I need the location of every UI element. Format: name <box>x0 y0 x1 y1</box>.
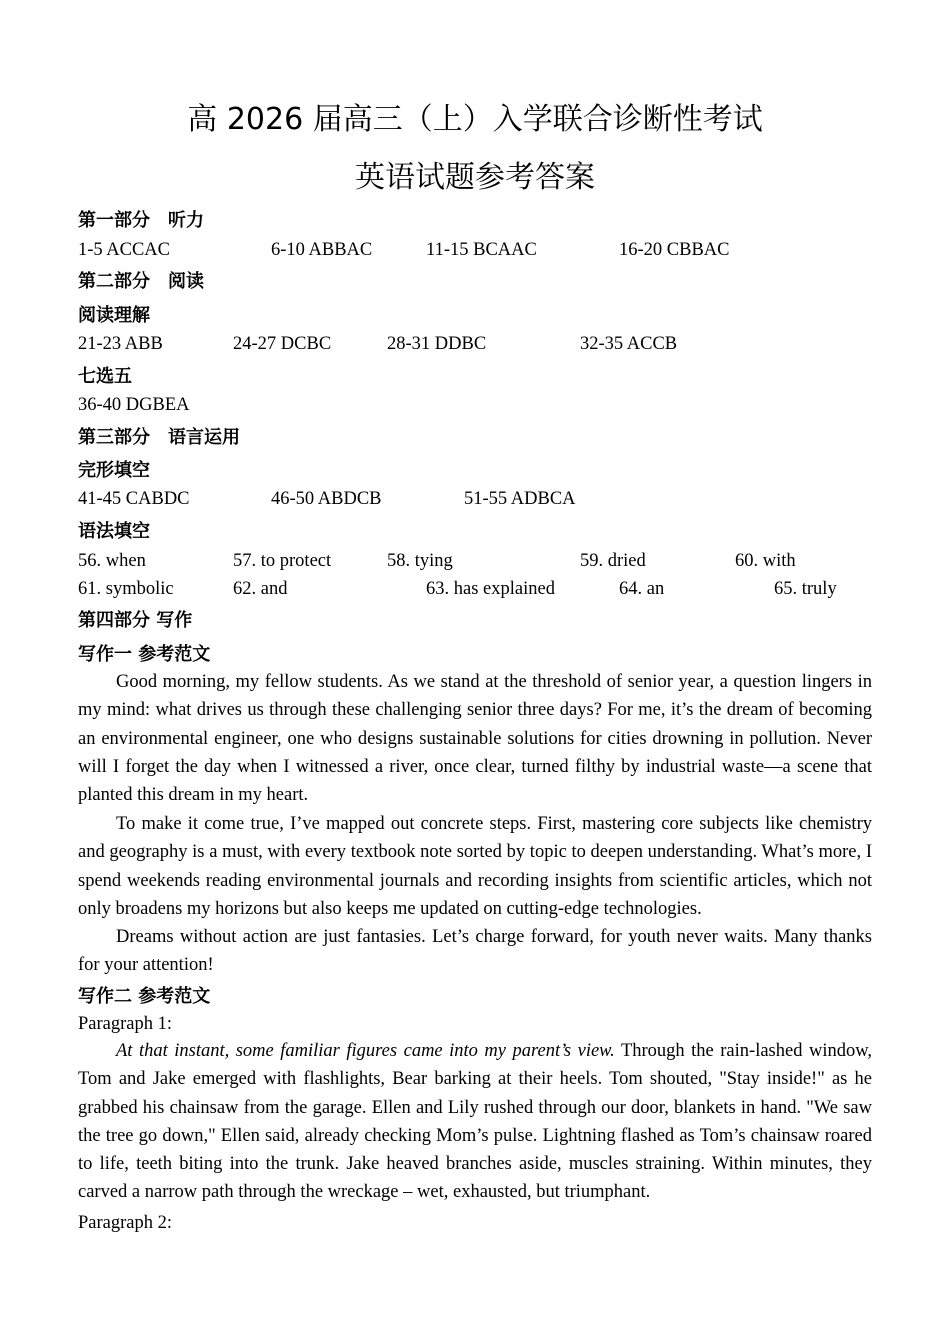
paragraph1-body: Through the rain-lashed window, Tom and Jake emerged with flashlights, Bear barking at their heels. Tom shouted, "Stay inside!" as he grabbed his chainsaw from the garage. Ellen and Lily rushed through our door, blankets in hand. "We saw the tree go down," Ellen said, already checking Mom’s pulse. Lightning flashed as Tom’s chainsaw roared to life, teeth biting into the trunk. Jake heaved branches aside, muscles straining. Within minutes, they carved a narrow path through the wreckage – wet, exhausted, but triumphant. <box>78 1041 872 1203</box>
page-title: 高 2026 届高三（上）入学联合诊断性考试 <box>187 102 763 137</box>
answer-group: 46-50 ABDCB <box>271 489 382 509</box>
writing1-paragraph-2: To make it come true, I’ve mapped out concrete steps. First, mastering core subjects like chemistry and geography is a must, with every textbook note sorted by topic to deepen understanding. What’s more, I spend weekends reading environmental journals and recording insights from scientific articles, which not only broadens my horizons but also keeps me updated on cutting-edge technologies. <box>78 814 872 919</box>
part1-heading: 第一部分 听力 <box>78 210 204 231</box>
part2-heading: 第二部分 阅读 <box>78 271 204 292</box>
grammar-answer: 60. with <box>735 551 796 571</box>
answer-group: 36-40 DGBEA <box>78 395 190 415</box>
part1-answers <box>78 238 872 262</box>
seven-five-answers <box>78 393 872 417</box>
answer-group: 51-55 ADBCA <box>464 489 576 509</box>
paragraph2-label: Paragraph 2: <box>78 1213 173 1233</box>
grammar-answers-row2 <box>78 577 872 601</box>
answer-group: 6-10 ABBAC <box>271 240 373 260</box>
grammar-answer: 56. when <box>78 551 146 571</box>
part4-heading: 第四部分 写作 <box>78 610 193 631</box>
seven-five-heading: 七选五 <box>78 366 132 387</box>
grammar-answers-row1 <box>78 549 872 573</box>
paragraph1-label: Paragraph 1: <box>78 1014 173 1034</box>
answer-group: 11-15 BCAAC <box>426 240 537 260</box>
reading-heading: 阅读理解 <box>78 305 150 326</box>
grammar-answer: 65. truly <box>774 579 837 599</box>
reading-answers <box>78 332 872 356</box>
page-subtitle: 英语试题参考答案 <box>355 160 595 195</box>
grammar-answer: 58. tying <box>387 551 453 571</box>
answer-group: 1-5 ACCAC <box>78 240 171 260</box>
writing1-heading: 写作一 参考范文 <box>78 644 211 665</box>
answer-group: 24-27 DCBC <box>233 334 332 354</box>
grammar-answer: 59. dried <box>580 551 646 571</box>
answer-group: 16-20 CBBAC <box>619 240 730 260</box>
grammar-answer: 64. an <box>619 579 665 599</box>
paragraph1-lead-sentence: At that instant, some familiar figures came into my parent’s view. <box>116 1041 615 1061</box>
cloze-heading: 完形填空 <box>78 460 150 481</box>
grammar-answer: 61. symbolic <box>78 579 174 599</box>
grammar-heading: 语法填空 <box>78 521 150 542</box>
writing2-heading: 写作二 参考范文 <box>78 986 211 1007</box>
part3-heading: 第三部分 语言运用 <box>78 427 240 448</box>
answer-group: 32-35 ACCB <box>580 334 678 354</box>
answer-group: 28-31 DDBC <box>387 334 487 354</box>
cloze-answers <box>78 487 872 511</box>
answer-group: 21-23 ABB <box>78 334 163 354</box>
writing1-paragraph-1: Good morning, my fellow students. As we stand at the threshold of senior year, a question lingers in my mind: what drives us through these challenging senior three days? For me, it’s the dream of becoming an environmental engineer, one who designs sustainable solutions for cities drowning in pollution. Never will I forget the day when I witnessed a river, once clear, turned filthy by industrial waste—a scene that planted this dream in my heart. <box>78 672 872 806</box>
grammar-answer: 62. and <box>233 579 288 599</box>
grammar-answer: 57. to protect <box>233 551 332 571</box>
grammar-answer: 63. has explained <box>426 579 555 599</box>
answer-group: 41-45 CABDC <box>78 489 190 509</box>
writing2-paragraph-1 <box>78 1037 872 1207</box>
writing1-paragraph-3: Dreams without action are just fantasies. Let’s charge forward, for youth never waits. Many thanks for your attention! <box>78 927 872 976</box>
